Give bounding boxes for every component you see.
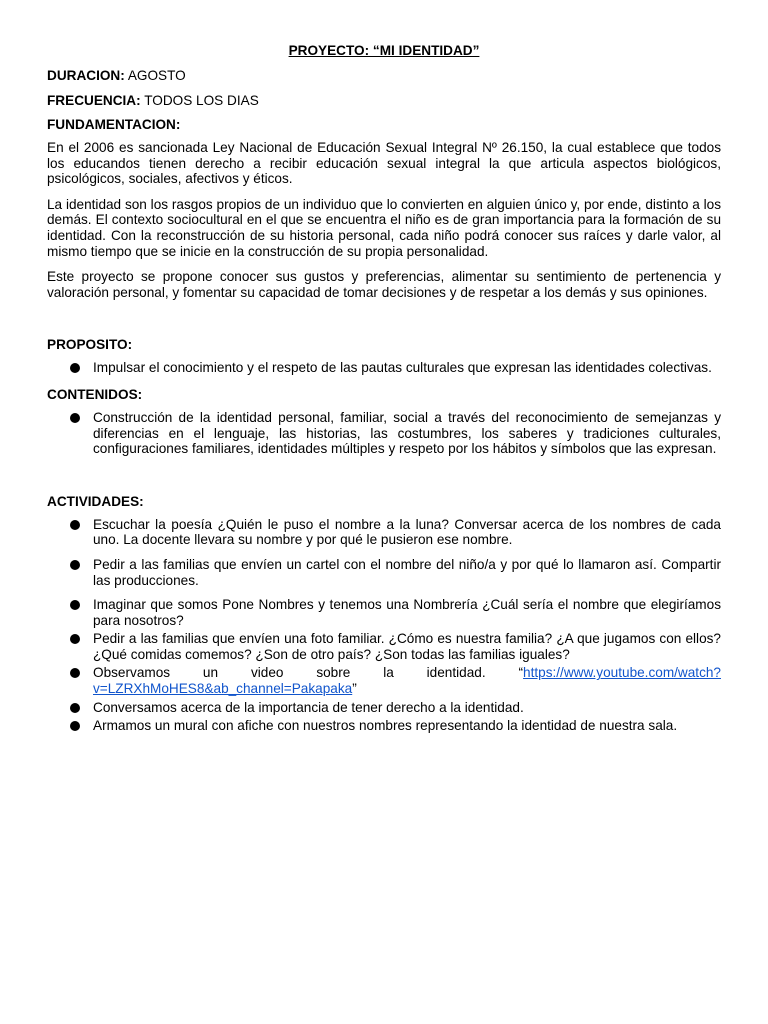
bullet-icon [70, 668, 80, 678]
bullet-icon [70, 703, 80, 713]
list-item-text: Pedir a las familias que envíen una foto familiar. ¿Cómo es nuestra familia? ¿A que jugamos con ellos? ¿Qué comidas comemos? ¿Son de otro país? ¿Son todas las familias iguales? [93, 631, 721, 662]
fundamentacion-paragraph: En el 2006 es sancionada Ley Nacional de Educación Sexual Integral Nº 26.150, la cual establece que todos los educandos tienen derecho a recibir educación sexual integral la que articula aspectos biológicos, psicológicos, sociales, afectivos y éticos. [47, 140, 721, 187]
bullet-icon [70, 721, 80, 731]
fundamentacion-heading: FUNDAMENTACION: [47, 117, 181, 132]
proposito-list [47, 360, 721, 376]
frecuencia-label: FRECUENCIA: [47, 93, 141, 108]
list-item-text: Pedir a las familias que envíen un cartel con el nombre del niño/a y por qué lo llamaron así. Compartir las producciones. [93, 556, 721, 588]
list-item [47, 718, 721, 734]
contenidos-list [47, 410, 721, 457]
list-item [47, 597, 721, 628]
bullet-icon [70, 560, 80, 570]
list-item-text: Armamos un mural con afiche con nuestros nombres representando la identidad de nuestra sala. [93, 718, 678, 734]
duracion-label: DURACION: [47, 68, 125, 83]
actividades-heading: ACTIVIDADES: [47, 493, 144, 509]
video-link[interactable]: https://www.youtube.com/watch?v=LZRXhMoHES8&ab_channel=Pakapaka [93, 665, 721, 697]
actividades-list [47, 517, 721, 734]
list-item-text: Imaginar que somos Pone Nombres y tenemos una Nombrería ¿Cuál sería el nombre que elegiríamos para nosotros? [93, 597, 721, 628]
bullet-icon [70, 634, 80, 644]
bullet-icon [70, 520, 80, 530]
list-item [47, 360, 721, 376]
list-item-text: Conversamos acerca de la importancia de tener derecho a la identidad. [93, 699, 524, 715]
contenidos-heading: CONTENIDOS: [47, 386, 143, 402]
frecuencia-value: TODOS LOS DIAS [144, 93, 259, 108]
video-item-suffix: ” [352, 681, 357, 697]
bullet-icon [70, 413, 80, 423]
list-item-text: Escuchar la poesía ¿Quién le puso el nombre a la luna? Conversar acerca de los nombres de cada uno. La docente llevara su nombre y por qué le pusieron ese nombre. [93, 516, 721, 548]
video-item-prefix: Observamos un video sobre la identidad. “ [93, 665, 524, 681]
duracion-value: AGOSTO [127, 68, 186, 83]
list-item [47, 665, 721, 696]
spacer [47, 310, 721, 336]
list-item [47, 557, 721, 588]
list-item [47, 631, 721, 662]
list-item-text: Impulsar el conocimiento y el respeto de las pautas culturales que expresan las identidades colectivas. [93, 360, 712, 376]
proposito-heading: PROPOSITO: [47, 337, 133, 353]
list-item [47, 517, 721, 548]
spacer [47, 467, 721, 493]
list-item [47, 410, 721, 457]
duracion-line [47, 66, 721, 85]
bullet-icon [70, 600, 80, 610]
bullet-icon [70, 363, 80, 373]
fundamentacion-paragraph: Este proyecto se propone conocer sus gustos y preferencias, alimentar su sentimiento de pertenencia y valoración personal, y fomentar su capacidad de tomar decisiones y de respetar a los demás y sus opiniones. [47, 269, 721, 300]
list-item-text: Construcción de la identidad personal, familiar, social a través del reconocimiento de semejanzas y diferencias en el lenguaje, las historias, las costumbres, los saberes y tradiciones culturales, configuraciones familiares, identidades múltiples y respeto por los hábitos y símbolos que las expresan. [93, 409, 721, 457]
list-item [47, 700, 721, 716]
document-title: PROYECTO: “MI IDENTIDAD” [288, 43, 480, 58]
frecuencia-line [47, 91, 721, 110]
fundamentacion-paragraph: La identidad son los rasgos propios de un individuo que lo convierten en alguien único y, por ende, distinto a los demás. El contexto sociocultural en el que se encuentra el niño es de gran importancia para la formación de su identidad. Con la reconstrucción de su historia personal, cada niño podrá conocer sus raíces y darle valor, al mismo tiempo que se inicie en la construcción de su propia personalidad. [47, 196, 721, 259]
